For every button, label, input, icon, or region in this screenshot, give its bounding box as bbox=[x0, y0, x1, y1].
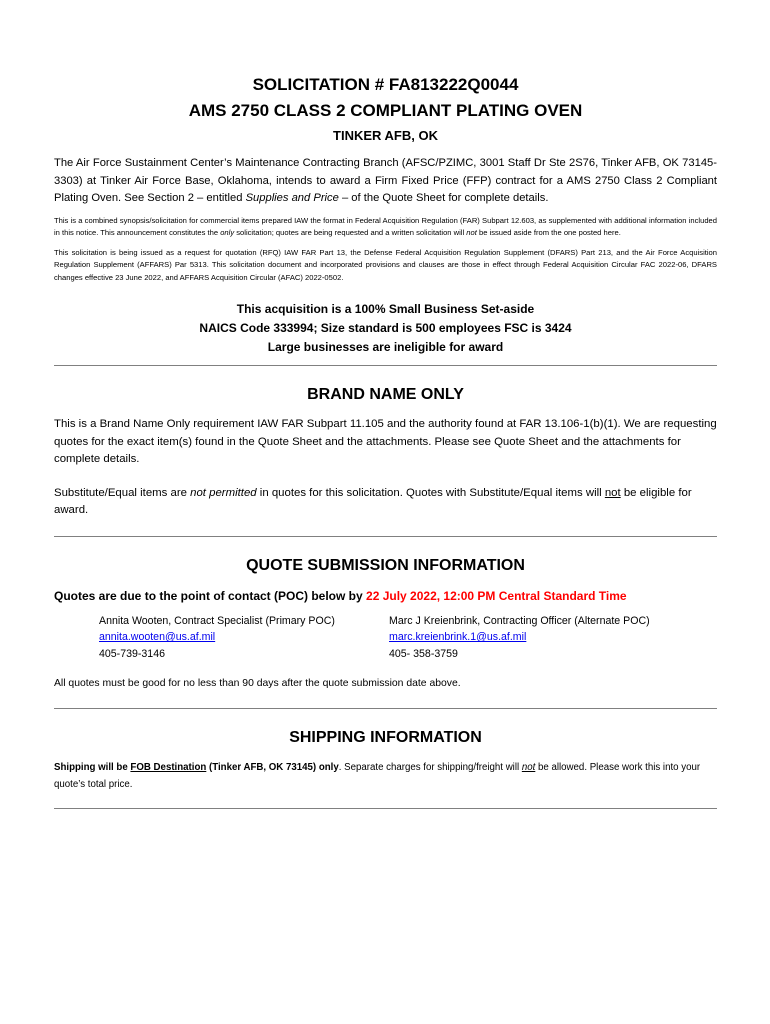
ineligible-line: Large businesses are ineligible for award bbox=[267, 340, 504, 355]
shipping-heading: SHIPPING INFORMATION bbox=[289, 729, 482, 747]
rfq-paragraph: This solicitation is being issued as a request for quotation (RFQ) IAW FAR Part 13, the Defense Federal Acquisition Regulation Supplement (DFARS) Part 213, and the Air Force Acquisition Regulation Supplement (AFFARS) Par 5313. This solicitation document and incorporated provisions and clauses are those in effect through Federal Acquisition Circular FAC 2022-06, DFARS changes effective 23 June 2022, and AFFARS Acquisition Circular (AFAC) 2022-0502. bbox=[54, 247, 717, 282]
substitute-emphasis: not permitted bbox=[190, 486, 257, 499]
section-divider bbox=[54, 708, 717, 709]
synopsis-text-c: be issued aside from the one posted here. bbox=[476, 228, 621, 238]
substitute-underline-not: not bbox=[604, 486, 621, 499]
solicitation-item-title: AMS 2750 CLASS 2 COMPLIANT PLATING OVEN bbox=[188, 101, 583, 120]
primary-poc-email-link[interactable]: annita.wooten@us.af.mil bbox=[99, 631, 216, 644]
synopsis-emphasis-not: not bbox=[466, 228, 477, 238]
synopsis-text-b: solicitation; quotes are being requested and a written solicitation will bbox=[234, 228, 467, 238]
fob-destination: FOB Destination bbox=[130, 762, 207, 774]
set-aside-line: This acquisition is a 100% Small Business Set-aside bbox=[236, 302, 535, 317]
location-subtitle: TINKER AFB, OK bbox=[333, 128, 438, 143]
alternate-poc-phone: 405- 358-3759 bbox=[389, 647, 458, 660]
substitute-text-b: in quotes for this solicitation. Quotes with Substitute/Equal items will bbox=[256, 486, 605, 499]
due-date-statement bbox=[54, 587, 717, 605]
substitute-paragraph bbox=[54, 485, 717, 520]
document-page bbox=[54, 72, 717, 809]
intro-text-a: The Air Force Sustainment Center’s Maintenance Contracting Branch (AFSC/PZIMC, 3001 Staff Dr Ste 2S76, Tinker AFB, OK 73145-3303) at Tinker Air Force Base, Oklahoma, intends to award a Firm Fixed Price (FFP) contract for a AMS 2750 Class 2 Compliant Plating Oven. See Section 2 – entitled bbox=[54, 157, 717, 204]
brand-name-heading: BRAND NAME ONLY bbox=[307, 386, 464, 404]
primary-poc-name: Annita Wooten, Contract Specialist (Primary POC) bbox=[99, 614, 335, 627]
shipping-text-b: be allowed. Please work this into your quote’s total price. bbox=[54, 762, 701, 791]
shipping-emphasis-not: not bbox=[521, 762, 536, 774]
substitute-text-c: be eligible for award. bbox=[54, 486, 692, 517]
substitute-text-a: Substitute/Equal items are bbox=[54, 486, 191, 499]
synopsis-paragraph bbox=[54, 215, 717, 240]
intro-emphasis: Supplies and Price bbox=[245, 192, 339, 204]
quote-validity-note: All quotes must be good for no less than 90 days after the quote submission date above. bbox=[54, 678, 461, 690]
brand-name-paragraph: This is a Brand Name Only requirement IAW FAR Subpart 11.105 and the authority found at FAR 13.106-1(b)(1). We are requesting quotes for the exact item(s) found in the Quote Sheet and the attachments. Please see Quote Sheet and the attachments for complete details. bbox=[54, 418, 717, 466]
alternate-poc-name: Marc J Kreienbrink, Contracting Officer (Alternate POC) bbox=[389, 614, 650, 627]
alternate-poc bbox=[389, 613, 650, 663]
shipping-text-a: . Separate charges for shipping/freight will bbox=[338, 762, 522, 774]
quote-submission-heading: QUOTE SUBMISSION INFORMATION bbox=[246, 556, 525, 574]
naics-line: NAICS Code 333994; Size standard is 500 employees FSC is 3424 bbox=[199, 321, 572, 336]
section-divider bbox=[54, 536, 717, 537]
shipping-paragraph bbox=[54, 759, 717, 793]
intro-paragraph bbox=[54, 155, 717, 208]
due-date: 22 July 2022, 12:00 PM Central Standard Time bbox=[366, 588, 627, 603]
primary-poc bbox=[99, 613, 389, 663]
section-divider bbox=[54, 365, 717, 366]
alternate-poc-email-link[interactable]: marc.kreienbrink.1@us.af.mil bbox=[389, 631, 527, 644]
intro-text-b: – of the Quote Sheet for complete details. bbox=[338, 192, 549, 204]
contacts-block bbox=[99, 613, 717, 663]
synopsis-emphasis-only: only bbox=[220, 228, 235, 238]
shipping-bold-text: Shipping will be FOB Destination (Tinker AFB, OK 73145) only bbox=[54, 762, 339, 774]
primary-poc-phone: 405-739-3146 bbox=[99, 647, 165, 660]
set-aside-notice bbox=[54, 300, 717, 357]
solicitation-number-title: SOLICITATION # FA813222Q0044 bbox=[252, 75, 519, 94]
due-prefix: Quotes are due to the point of contact (POC) below by bbox=[54, 588, 367, 603]
section-divider bbox=[54, 808, 717, 809]
synopsis-text-a: This is a combined synopsis/solicitation for commercial items prepared IAW the format in Federal Acquisition Regulation (FAR) Subpart 12.603, as supplemented with additional information included in this notice. This announcement constitutes the bbox=[54, 215, 717, 238]
